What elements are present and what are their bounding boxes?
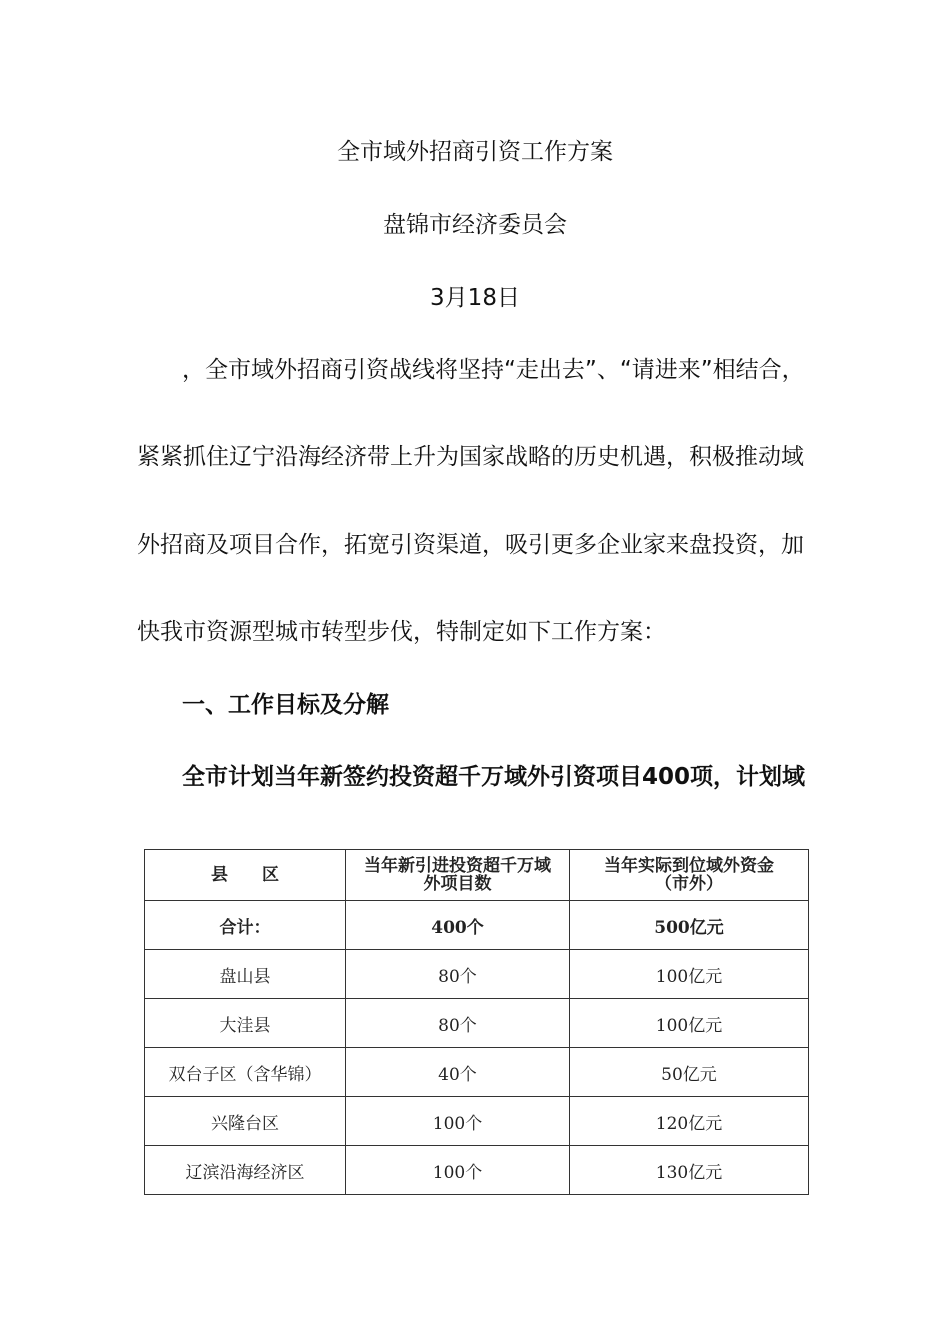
district-cell: 盘山县 [145,950,346,999]
document-date: 3月18日 [430,285,520,311]
total-funds: 500亿元 [570,901,809,950]
district-cell: 兴隆台区 [145,1097,346,1146]
section-text-line: 全市计划当年新签约投资超千万域外引资项目400项，计划域 [182,764,806,790]
table-total-row [145,901,809,950]
header-funds: 当年实际到位域外资金（市外） [570,850,809,901]
projects-cell: 40个 [346,1048,570,1097]
total-label: 合计： [145,901,346,950]
total-projects: 400个 [346,901,570,950]
quota-table [144,849,809,1195]
projects-cell: 80个 [346,950,570,999]
funds-cell: 100亿元 [570,999,809,1048]
header-projects: 当年新引进投资超千万域外项目数 [346,850,570,901]
organization-name: 盘锦市经济委员会 [383,212,567,238]
district-cell: 大洼县 [145,999,346,1048]
table-row [145,1097,809,1146]
funds-cell: 100亿元 [570,950,809,999]
table-row [145,1146,809,1195]
projects-cell: 80个 [346,999,570,1048]
district-cell: 双台子区（含华锦） [145,1048,346,1097]
projects-cell: 100个 [346,1146,570,1195]
table-row [145,999,809,1048]
table-row [145,950,809,999]
intro-line-2: 紧紧抓住辽宁沿海经济带上升为国家战略的历史机遇，积极推动域 [137,444,804,470]
intro-line-1: ，全市域外招商引资战线将坚持“走出去”、“请进来”相结合， [182,357,805,383]
district-cell: 辽滨沿海经济区 [145,1146,346,1195]
document-title: 全市域外招商引资工作方案 [337,139,613,165]
table-header-row [145,850,809,901]
intro-line-3: 外招商及项目合作，拓宽引资渠道，吸引更多企业家来盘投资，加 [137,532,804,558]
funds-cell: 130亿元 [570,1146,809,1195]
funds-cell: 50亿元 [570,1048,809,1097]
section-heading: 一、工作目标及分解 [182,692,389,718]
projects-cell: 100个 [346,1097,570,1146]
intro-line-4: 快我市资源型城市转型步伐，特制定如下工作方案： [137,619,666,645]
header-district: 县 区 [145,850,346,901]
table-row [145,1048,809,1097]
funds-cell: 120亿元 [570,1097,809,1146]
